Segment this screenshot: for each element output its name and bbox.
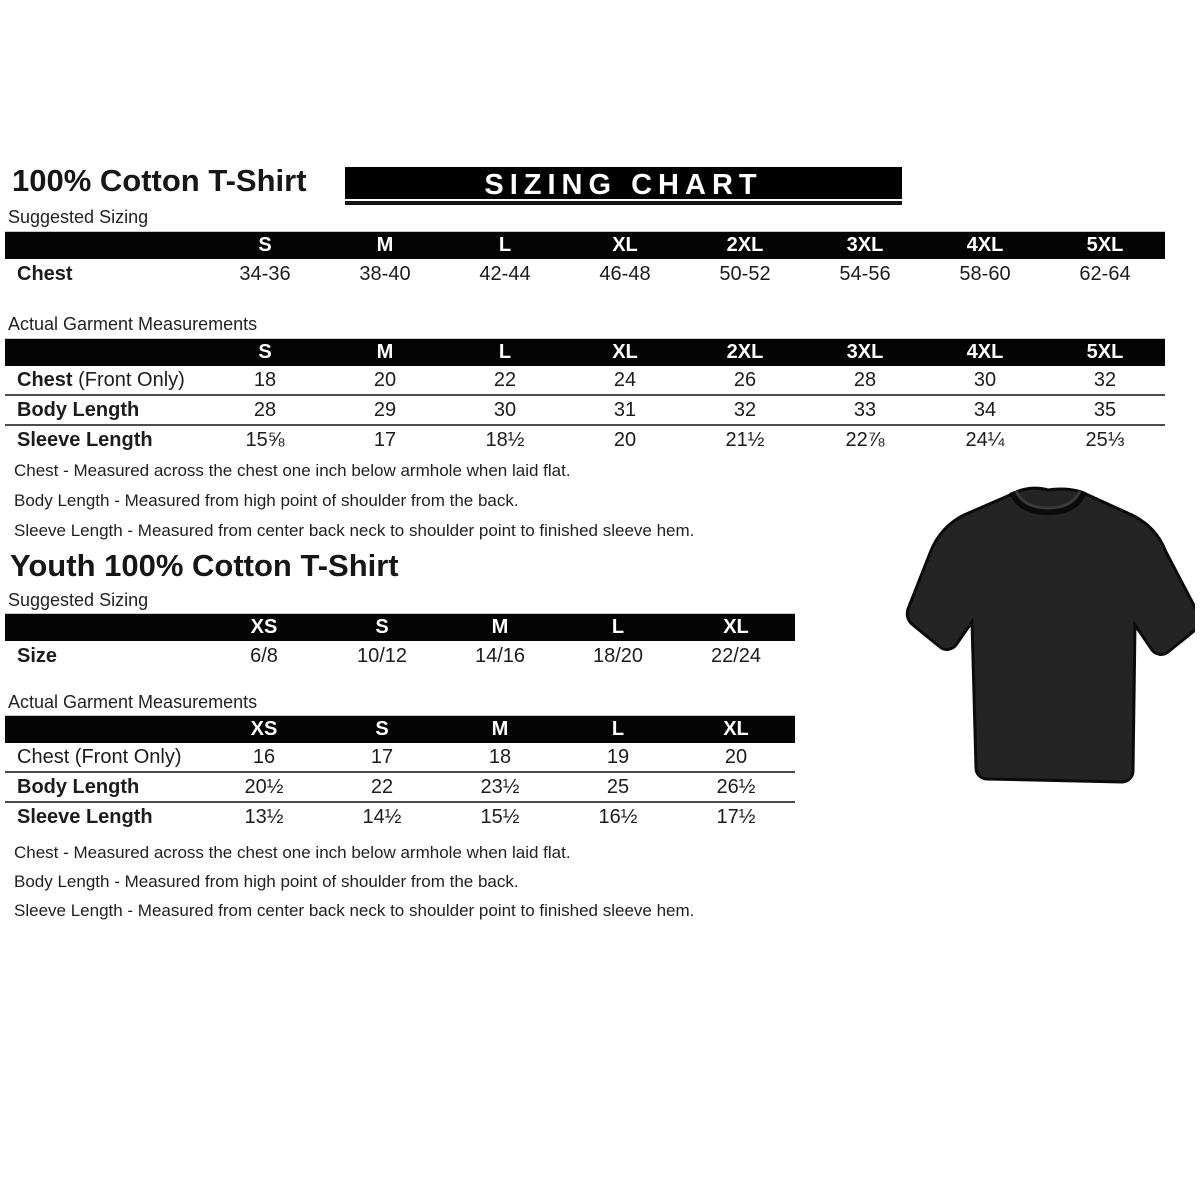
size-col-header: 4XL [966, 341, 1004, 363]
size-col-header: 4XL [966, 234, 1004, 256]
table-row [5, 259, 1165, 290]
cell: 14½ [362, 805, 402, 828]
cell: 17 [373, 428, 397, 451]
adult-measurement-notes [14, 456, 694, 546]
cell: 20 [724, 745, 748, 768]
cell: 18½ [485, 428, 525, 451]
adult-suggested-sizing-table [5, 231, 1165, 290]
cell: 54-56 [839, 263, 891, 285]
cell: 22⅞ [845, 428, 885, 451]
row-label: Sleeve Length [17, 805, 153, 828]
row-label: Chest [17, 263, 73, 285]
size-col-header: XL [612, 341, 638, 363]
cell: 6/8 [250, 645, 278, 667]
cell: 34-36 [239, 263, 291, 285]
cell: 17½ [716, 805, 756, 828]
size-col-header: 3XL [846, 234, 884, 256]
cell: 30 [973, 368, 997, 391]
cell: 46-48 [599, 263, 651, 285]
table-row-body-length [5, 394, 1165, 424]
size-col-header: M [376, 341, 394, 363]
size-col-header: 5XL [1086, 341, 1124, 363]
sizing-chart-banner: SIZING CHART [345, 167, 902, 205]
size-col-header: XL [723, 616, 749, 638]
table-header-row [5, 232, 1165, 259]
row-label: Chest (Front Only) [17, 368, 185, 391]
table-header-row [5, 716, 795, 743]
page-title: 100% Cotton T-Shirt [12, 163, 307, 198]
cell: 26½ [716, 775, 756, 798]
cell: 15½ [480, 805, 520, 828]
adult-actual-measurements-table [5, 338, 1165, 454]
size-col-header: 5XL [1086, 234, 1124, 256]
cell: 28 [253, 398, 277, 421]
cell: 30 [493, 398, 517, 421]
youth-actual-measurements-label: Actual Garment Measurements [8, 692, 258, 712]
cell: 29 [373, 398, 397, 421]
size-col-header: 3XL [846, 341, 884, 363]
cell: 16 [252, 745, 276, 768]
size-col-header: XL [723, 718, 749, 740]
table-row-sleeve-length [5, 801, 795, 831]
cell: 24 [613, 368, 637, 391]
cell: 18 [253, 368, 277, 391]
cell: 58-60 [959, 263, 1011, 285]
size-col-header: L [611, 718, 625, 740]
cell: 13½ [244, 805, 284, 828]
adult-actual-measurements-label: Actual Garment Measurements [8, 314, 258, 334]
row-label: Size [17, 645, 58, 667]
youth-suggested-sizing-table [5, 613, 795, 672]
size-col-header: L [498, 234, 512, 256]
table-row-body-length [5, 771, 795, 801]
cell: 38-40 [359, 263, 411, 285]
cell: 26 [733, 368, 757, 391]
row-label: Sleeve Length [17, 428, 153, 451]
table-row-chest [5, 366, 1165, 394]
table-header-row [5, 339, 1165, 366]
size-col-header: S [375, 616, 389, 638]
note-sleeve: Sleeve Length - Measured from center back neck to shoulder point to finished sleeve hem. [14, 521, 695, 540]
cell: 22 [370, 775, 394, 798]
size-col-header: 2XL [726, 234, 764, 256]
size-col-header: XL [612, 234, 638, 256]
cell: 32 [733, 398, 757, 421]
size-col-header: M [491, 718, 509, 740]
tshirt-body [907, 488, 1195, 782]
cell: 19 [606, 745, 630, 768]
cell: 20 [613, 428, 637, 451]
size-col-header: L [498, 341, 512, 363]
cell: 10/12 [356, 645, 408, 667]
cell: 24¼ [965, 428, 1005, 451]
cell: 34 [973, 398, 997, 421]
cell: 33 [853, 398, 877, 421]
table-row-size [5, 641, 795, 672]
cell: 18/20 [592, 645, 644, 667]
cell: 16½ [598, 805, 638, 828]
cell: 28 [853, 368, 877, 391]
note-sleeve: Sleeve Length - Measured from center back neck to shoulder point to finished sleeve hem. [14, 901, 695, 920]
table-row-chest [5, 743, 795, 771]
size-col-header: XS [250, 616, 278, 638]
size-col-header: L [611, 616, 625, 638]
cell: 42-44 [479, 263, 531, 285]
size-col-header: M [491, 616, 509, 638]
youth-actual-measurements-table [5, 715, 795, 831]
cell: 18 [488, 745, 512, 768]
cell: 20½ [244, 775, 284, 798]
cell: 50-52 [719, 263, 771, 285]
cell: 25⅓ [1085, 428, 1125, 451]
cell: 15⅝ [245, 428, 285, 451]
note-body: Body Length - Measured from high point of shoulder from the back. [14, 491, 519, 510]
cell: 62-64 [1079, 263, 1131, 285]
cell: 17 [370, 745, 394, 768]
youth-suggested-sizing-label: Suggested Sizing [8, 590, 149, 610]
note-body: Body Length - Measured from high point of shoulder from the back. [14, 872, 519, 891]
size-col-header: 2XL [726, 341, 764, 363]
note-chest: Chest - Measured across the chest one inch below armhole when laid flat. [14, 843, 571, 862]
row-label: Body Length [17, 775, 140, 798]
youth-section-title: Youth 100% Cotton T-Shirt [10, 548, 399, 583]
size-col-header: S [258, 234, 272, 256]
row-label: Chest (Front Only) [17, 745, 182, 768]
cell: 25 [606, 775, 630, 798]
cell: 22 [493, 368, 517, 391]
table-row-sleeve-length [5, 424, 1165, 454]
cell: 21½ [725, 428, 765, 451]
cell: 31 [613, 398, 637, 421]
cell: 14/16 [474, 645, 526, 667]
cell: 32 [1093, 368, 1117, 391]
size-col-header: S [258, 341, 272, 363]
cell: 22/24 [710, 645, 762, 667]
black-tshirt-image [900, 483, 1195, 805]
size-col-header: M [376, 234, 394, 256]
note-chest: Chest - Measured across the chest one inch below armhole when laid flat. [14, 461, 571, 480]
row-label: Body Length [17, 398, 140, 421]
size-col-header: S [375, 718, 389, 740]
adult-suggested-sizing-label: Suggested Sizing [8, 207, 149, 227]
cell: 23½ [480, 775, 520, 798]
youth-measurement-notes [14, 838, 694, 925]
size-col-header: XS [250, 718, 278, 740]
cell: 20 [373, 368, 397, 391]
table-header-row [5, 614, 795, 641]
cell: 35 [1093, 398, 1117, 421]
